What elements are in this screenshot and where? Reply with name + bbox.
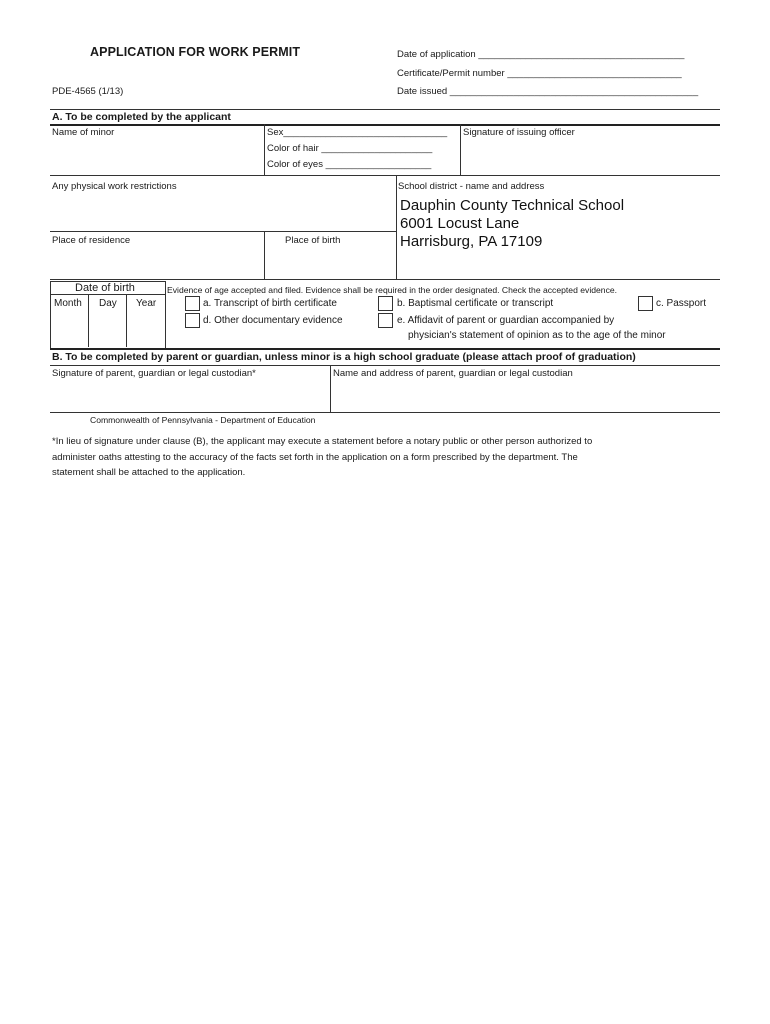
divider bbox=[396, 175, 397, 279]
divider bbox=[50, 365, 720, 366]
divider bbox=[50, 175, 720, 176]
eye-color-field[interactable]: Color of eyes ____________________ bbox=[267, 159, 432, 170]
parent-signature-label[interactable]: Signature of parent, guardian or legal custodian* bbox=[52, 368, 256, 379]
footnote-line-3: statement shall be attached to the application. bbox=[52, 467, 246, 478]
divider bbox=[50, 348, 720, 350]
parent-name-address-label[interactable]: Name and address of parent, guardian or legal custodian bbox=[333, 368, 573, 379]
divider bbox=[50, 294, 165, 295]
section-a-heading: A. To be completed by the applicant bbox=[52, 111, 231, 123]
evidence-a-label: a. Transcript of birth certificate bbox=[203, 298, 337, 309]
certificate-number-field[interactable]: Certificate/Permit number _________________________________ bbox=[397, 68, 682, 79]
school-address-line-3[interactable]: Harrisburg, PA 17109 bbox=[400, 233, 543, 250]
divider bbox=[460, 124, 461, 175]
evidence-a-checkbox[interactable] bbox=[185, 296, 200, 311]
sex-field[interactable]: Sex_______________________________ bbox=[267, 127, 448, 138]
school-district-label: School district - name and address bbox=[398, 181, 545, 192]
divider bbox=[88, 294, 89, 347]
form-title: APPLICATION FOR WORK PERMIT bbox=[90, 45, 301, 59]
evidence-instructions: Evidence of age accepted and filed. Evidence shall be required in the order designated. Check the accepted evidence. bbox=[167, 285, 618, 295]
evidence-c-label: c. Passport bbox=[656, 298, 707, 309]
date-of-application-field[interactable]: Date of application _______________________________________ bbox=[397, 49, 685, 60]
hair-color-field[interactable]: Color of hair _____________________ bbox=[267, 143, 433, 154]
physical-restrictions-label[interactable]: Any physical work restrictions bbox=[52, 181, 177, 192]
evidence-b-label: b. Baptismal certificate or transcript bbox=[397, 298, 554, 309]
place-of-residence-label[interactable]: Place of residence bbox=[52, 235, 131, 246]
evidence-d-label: d. Other documentary evidence bbox=[203, 315, 343, 326]
evidence-b-checkbox[interactable] bbox=[378, 296, 393, 311]
school-address-line-1[interactable]: Dauphin County Technical School bbox=[400, 197, 625, 214]
divider bbox=[264, 231, 265, 279]
form-number: PDE-4565 (1/13) bbox=[52, 86, 124, 97]
issuing-officer-signature-label[interactable]: Signature of issuing officer bbox=[463, 127, 575, 138]
dob-month-field[interactable]: Month bbox=[54, 298, 82, 309]
divider bbox=[50, 412, 720, 413]
dob-year-field[interactable]: Year bbox=[136, 298, 157, 309]
evidence-d-checkbox[interactable] bbox=[185, 313, 200, 328]
evidence-e-checkbox[interactable] bbox=[378, 313, 393, 328]
place-of-birth-label[interactable]: Place of birth bbox=[285, 235, 341, 246]
evidence-e-label-line-2: physician's statement of opinion as to the age of the minor bbox=[408, 330, 666, 341]
divider bbox=[330, 365, 331, 412]
section-a-top-rule bbox=[50, 109, 720, 110]
school-address-line-2[interactable]: 6001 Locust Lane bbox=[400, 215, 520, 232]
dob-day-field[interactable]: Day bbox=[99, 298, 117, 309]
date-issued-field[interactable]: Date issued _______________________________________________ bbox=[397, 86, 699, 97]
date-of-birth-label: Date of birth bbox=[75, 282, 135, 294]
name-of-minor-label[interactable]: Name of minor bbox=[52, 127, 115, 138]
evidence-e-label-line-1: e. Affidavit of parent or guardian accompanied by bbox=[397, 315, 615, 326]
section-a-rule bbox=[50, 124, 720, 126]
evidence-c-checkbox[interactable] bbox=[638, 296, 653, 311]
divider bbox=[50, 279, 720, 280]
section-b-heading: B. To be completed by parent or guardian, unless minor is a high school graduate (please attach proof of graduation) bbox=[52, 351, 636, 363]
divider bbox=[264, 124, 265, 175]
divider bbox=[126, 294, 127, 347]
commonwealth-label: Commonwealth of Pennsylvania - Department of Education bbox=[90, 415, 316, 425]
divider bbox=[50, 231, 396, 232]
footnote-line-1: *In lieu of signature under clause (B), the applicant may execute a statement before a notary public or other person authorized to bbox=[52, 436, 593, 447]
footnote-line-2: administer oaths attesting to the accuracy of the facts set forth in the application on a form prescribed by the department. The bbox=[52, 452, 578, 463]
